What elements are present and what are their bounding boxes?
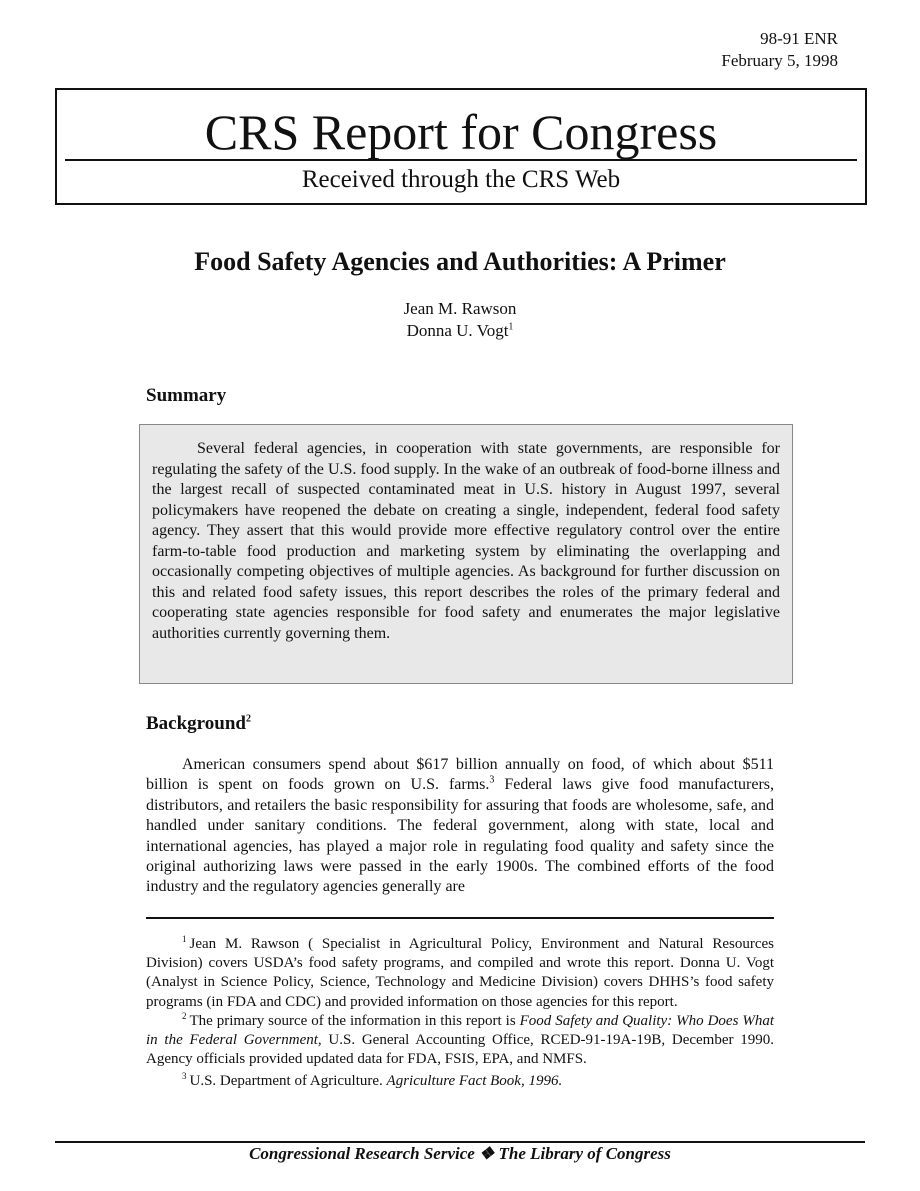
footer-text: Congressional Research Service ❖ The Library of Congress <box>249 1144 671 1163</box>
footnote-number: 2 <box>182 1010 187 1021</box>
header-subtitle: Received through the CRS Web <box>301 166 621 193</box>
footnote-ref[interactable]: 1 <box>508 321 514 333</box>
footnotes-section <box>146 935 774 1092</box>
report-date: February 5, 1998 <box>721 51 838 70</box>
footnote-number: 1 <box>182 934 187 944</box>
author-list <box>0 298 920 342</box>
summary-box <box>139 424 793 684</box>
footnote-divider <box>146 917 774 919</box>
cited-title: Agriculture Fact Book, 1996. <box>386 1073 563 1090</box>
document-title: Food Safety Agencies and Authorities: A Primer <box>194 247 726 276</box>
summary-heading: Summary <box>146 385 227 406</box>
background-text: American consumers spend about $617 billion annually on food, of which about $511 billion is spent on foods grown on U.S. farms.$^3$ Federal laws give food manufacturers, distributors, and retailers the basic responsibility for assuring that foods are wholesome, safe, and handled under sanitary conditions. The federal government, along with state, local and international agencies, has played a major role in regulating food quality and safety since the original authorizing laws were passed in the early 1900s. The combined efforts of the food industry and the regulatory agencies generally are <box>146 756 775 896</box>
background-heading: Background$^2$ <box>146 713 251 734</box>
report-number: 98-91 ENR <box>760 29 838 48</box>
header-title: CRS Report for Congress <box>204 104 718 160</box>
summary-text: Several federal agencies, in cooperation with state governments, are responsible for regulating the safety of the U.S. food supply. In the wake of an outbreak of food-borne illness and the largest recall of suspected contaminated meat in U.S. history in August 1997, several policymakers have reopened the debate on creating a single, independent, federal food safety agency. They assert that this would provide more effective regulatory control over the entire farm-to-table food production and marketing system by eliminating the overlapping and occasionally competing objectives of multiple agencies. As background for further discussion on this and related food safety issues, this report describes the roles of the primary federal and cooperating state agencies responsible for food safety and enumerates the major legislative authorities currently governing them. <box>152 440 780 642</box>
footnote-3: $^3$ U.S. Department of Agriculture. Agriculture Fact Book, 1996. <box>182 1071 563 1090</box>
footnote-ref[interactable]: 3 <box>489 775 495 787</box>
author-name: Jean M. Rawson <box>403 299 517 318</box>
author-name: Donna U. Vogt$^1$ <box>406 321 514 340</box>
footnote-2: $^2$ The primary source of the information in this report is Food Safety and Quality: Who Does What in the Federal Government, U.S. General Accounting Office, RCED-91-19A-19B, December 1990. Agency officials provided updated data for FDA, FSIS, EPA, and NMFS. <box>146 1010 775 1068</box>
report-identifier <box>721 28 838 72</box>
report-header-box <box>55 88 867 205</box>
footnote-1: $^1$ Jean M. Rawson ( Specialist in Agricultural Policy, Environment and Natural Resources Division) covers USDA’s food safety programs, and compiled and wrote this report. Donna U. Vogt (Analyst in Science Policy, Science, Technology and Medicine Division) covers DHHS’s food safety programs (in FDA and CDC) and provided information on those agencies for this report. <box>146 934 774 1010</box>
header-divider <box>65 159 857 161</box>
footnote-ref[interactable]: 2 <box>245 713 251 725</box>
footnote-number: 3 <box>182 1071 187 1082</box>
cited-title: Food Safety and Quality: Who Does What in the Federal Government <box>146 1012 775 1049</box>
